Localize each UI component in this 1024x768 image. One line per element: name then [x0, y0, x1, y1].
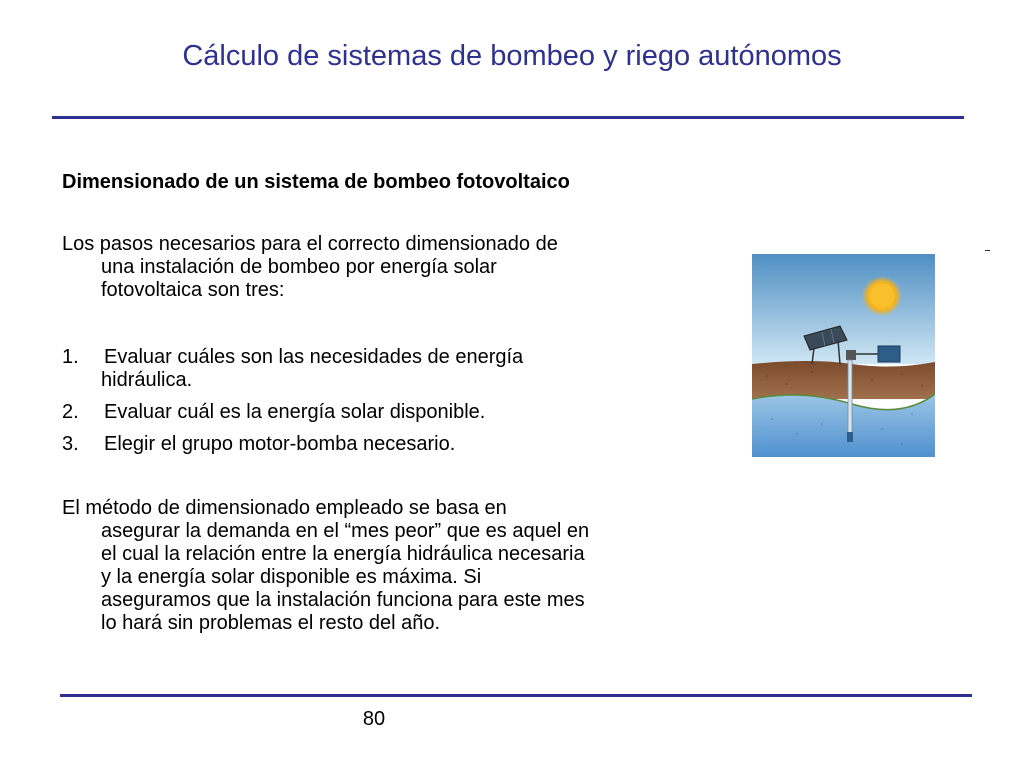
intro-line: una instalación de bombeo por energía solar [101, 256, 497, 278]
slide-title: Cálculo de sistemas de bombeo y riego autónomos [182, 40, 842, 72]
method-line: el cual la relación entre la energía hidráulica necesaria [101, 543, 585, 565]
step-text-continued: hidráulica. [101, 369, 193, 391]
intro-line: fotovoltaica son tres: [101, 279, 285, 301]
step-number: 1. [62, 346, 79, 368]
step-2 [62, 401, 485, 424]
intro-paragraph [62, 233, 732, 302]
small-dash-mark [985, 250, 990, 251]
page-number: 80 [362, 708, 386, 730]
step-3 [62, 433, 455, 456]
step-text: Evaluar cuáles son las necesidades de energía [104, 346, 524, 368]
step-text: Evaluar cuál es la energía solar disponible. [104, 401, 486, 423]
method-line: aseguramos que la instalación funciona para este mes [101, 589, 585, 611]
top-divider [52, 116, 964, 119]
step-number: 2. [62, 401, 79, 423]
step-1 [62, 346, 523, 392]
section-heading: Dimensionado de un sistema de bombeo fotovoltaico [62, 171, 570, 193]
method-line: asegurar la demanda en el “mes peor” que es aquel en [101, 520, 590, 542]
method-paragraph [62, 497, 732, 635]
method-line: y la energía solar disponible es máxima. Si [101, 566, 482, 588]
method-line: El método de dimensionado empleado se basa en [62, 497, 507, 519]
step-text: Elegir el grupo motor-bomba necesario. [104, 433, 456, 455]
method-line: lo hará sin problemas el resto del año. [101, 612, 441, 634]
bottom-divider [60, 694, 972, 697]
step-number: 3. [62, 433, 79, 455]
solar-pumping-illustration-icon [752, 254, 935, 457]
intro-line: Los pasos necesarios para el correcto dimensionado de [62, 233, 558, 255]
